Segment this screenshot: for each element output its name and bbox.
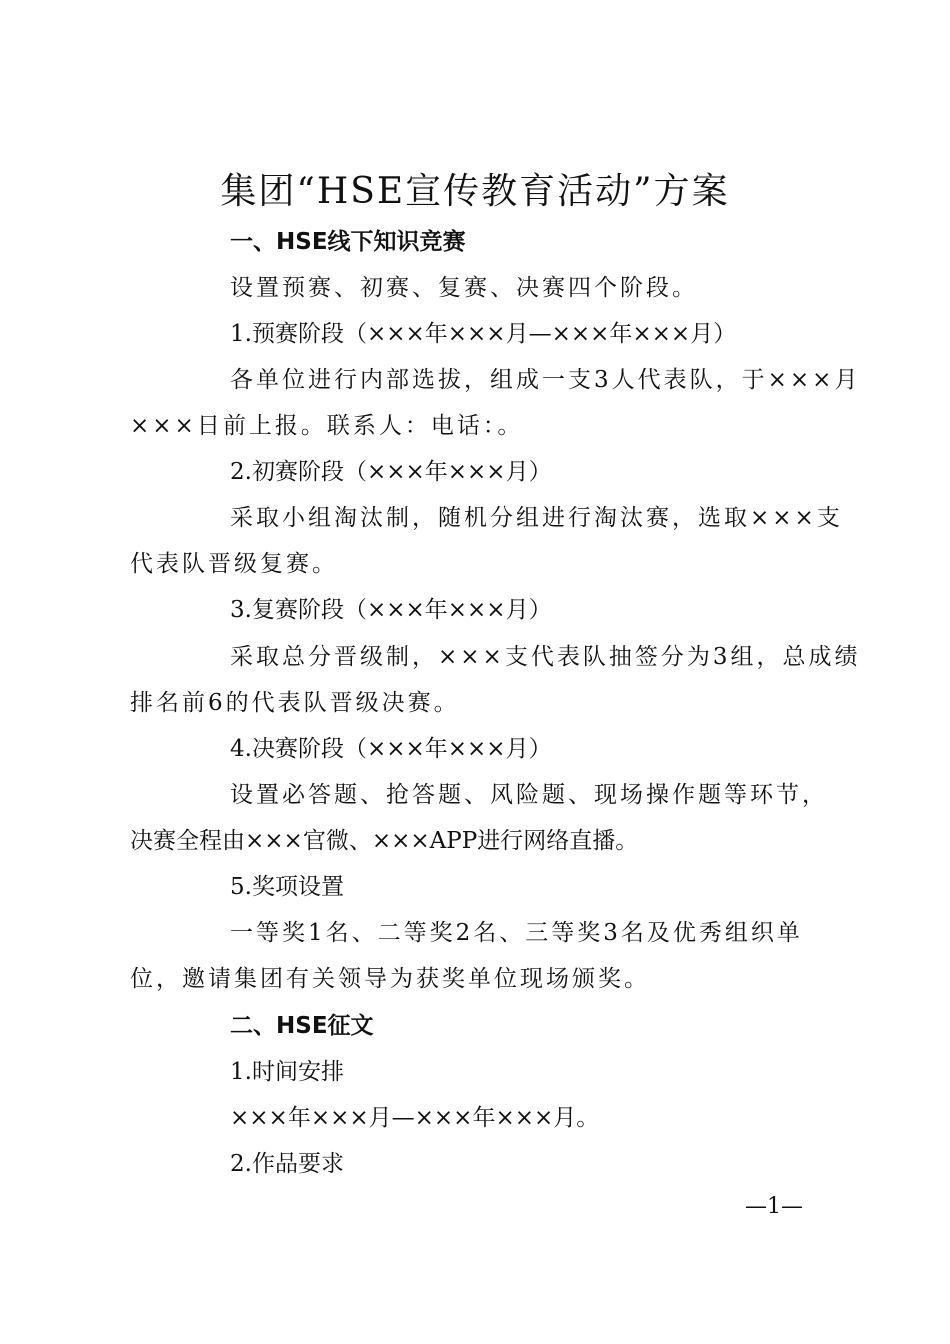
subheading-schedule: 1.时间安排 bbox=[230, 1059, 344, 1085]
subheading-first-round: 2.初赛阶段（×××年×××月） bbox=[230, 459, 552, 485]
paragraph-line: 采取总分晋级制，×××支代表队抽签分为3组，总成绩 bbox=[230, 644, 861, 670]
paragraph-line: 设置预赛、初赛、复赛、决赛四个阶段。 bbox=[230, 275, 698, 301]
subheading-second-round: 3.复赛阶段（×××年×××月） bbox=[230, 597, 552, 623]
section-heading-1: 一、HSE线下知识竞赛 bbox=[230, 229, 466, 255]
section-heading-2: 二、HSE征文 bbox=[230, 1013, 374, 1039]
subheading-prelim: 1.预赛阶段（×××年×××月—×××年×××月） bbox=[230, 321, 737, 347]
paragraph-line: 一等奖1名、二等奖2名、三等奖3名及优秀组织单 bbox=[230, 920, 803, 946]
paragraph-line: 各单位进行内部选拔，组成一支3人代表队，于×××月 bbox=[230, 367, 861, 393]
paragraph-line: ×××日前上报。联系人：电话：。 bbox=[130, 413, 524, 439]
paragraph-line: 设置必答题、抢答题、风险题、现场操作题等环节， bbox=[230, 782, 828, 808]
document-title: 集团“HSE宣传教育活动”方案 bbox=[220, 171, 730, 212]
paragraph-line: ×××年×××月—×××年×××月。 bbox=[230, 1105, 600, 1131]
paragraph-line: 代表队晋级复赛。 bbox=[130, 551, 338, 577]
paragraph-line: 位，邀请集团有关领导为获奖单位现场颁奖。 bbox=[130, 966, 650, 992]
subheading-final: 4.决赛阶段（×××年×××月） bbox=[230, 736, 552, 762]
paragraph-line: 决赛全程由×××官微、×××APP进行网络直播。 bbox=[130, 828, 639, 854]
subheading-awards: 5.奖项设置 bbox=[230, 874, 344, 900]
subheading-requirements: 2.作品要求 bbox=[230, 1151, 344, 1177]
paragraph-line: 采取小组淘汰制，随机分组进行淘汰赛，选取×××支 bbox=[230, 505, 843, 531]
paragraph-line: 排名前6的代表队晋级决赛。 bbox=[130, 690, 460, 716]
page-number: —1— bbox=[745, 1194, 803, 1219]
